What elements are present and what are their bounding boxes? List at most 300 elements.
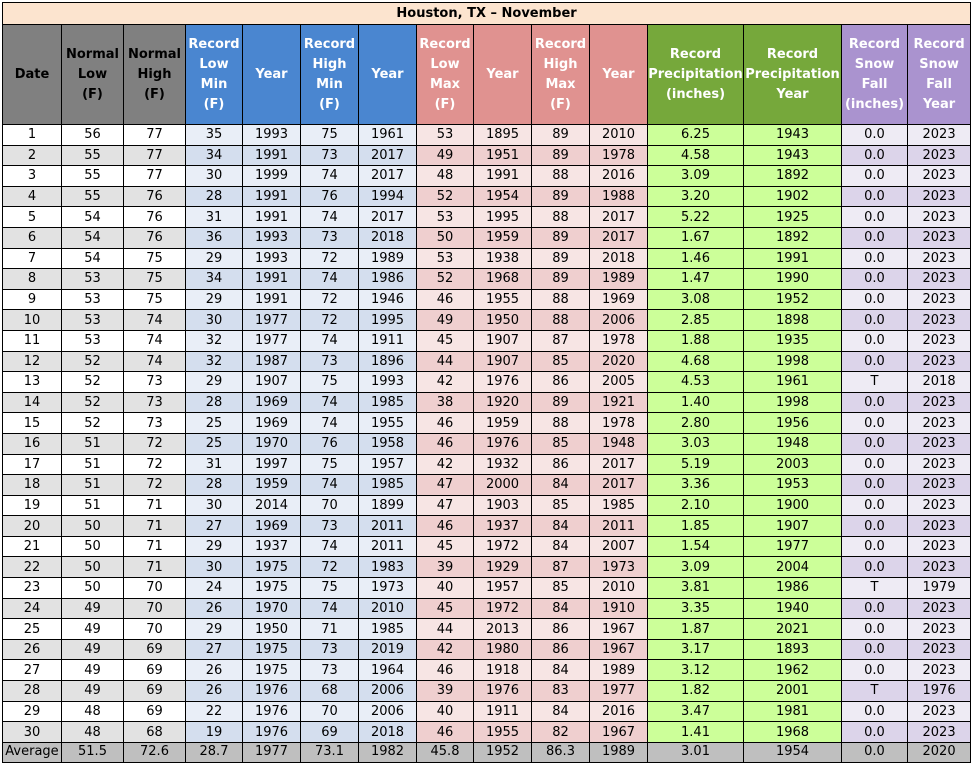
table-row xyxy=(3,536,971,557)
table-cell: 1981 xyxy=(744,701,842,722)
table-cell: 1990 xyxy=(744,269,842,290)
table-cell: 42 xyxy=(417,372,474,393)
table-cell: 2017 xyxy=(359,207,417,228)
table-cell: 22 xyxy=(3,557,62,578)
column-header xyxy=(532,25,590,125)
table-cell: 3.35 xyxy=(648,598,744,619)
table-cell: 27 xyxy=(3,660,62,681)
table-cell: 87 xyxy=(532,557,590,578)
table-cell: 45 xyxy=(417,330,474,351)
table-cell: 53 xyxy=(417,207,474,228)
table-cell: 27 xyxy=(186,516,243,537)
table-cell: 2017 xyxy=(590,207,648,228)
table-cell: 3.20 xyxy=(648,186,744,207)
table-cell: 4.53 xyxy=(648,372,744,393)
table-cell: 1.85 xyxy=(648,516,744,537)
column-header-text: Year xyxy=(602,66,635,82)
table-cell: 1991 xyxy=(243,186,301,207)
column-header-text: Low xyxy=(430,56,460,72)
table-cell: 88 xyxy=(532,289,590,310)
table-cell: 1951 xyxy=(474,145,532,166)
table-cell: 1978 xyxy=(590,330,648,351)
column-header-text: (F) xyxy=(144,86,165,102)
column-header-text: Record xyxy=(913,36,965,52)
column-header-text: Record xyxy=(848,36,901,52)
table-cell: 84 xyxy=(532,536,590,557)
column-header xyxy=(474,25,532,125)
table-cell: 12 xyxy=(3,351,62,372)
table-cell: 26 xyxy=(3,639,62,660)
table-cell: 1991 xyxy=(243,207,301,228)
table-cell: 73 xyxy=(301,145,359,166)
table-cell: 28 xyxy=(186,392,243,413)
table-cell: 1907 xyxy=(474,330,532,351)
table-cell: 2010 xyxy=(359,598,417,619)
table-cell: 1976 xyxy=(908,681,971,702)
table-row xyxy=(3,125,971,146)
table-cell: 1896 xyxy=(359,351,417,372)
table-cell: 68 xyxy=(124,722,186,743)
table-cell: 1998 xyxy=(744,392,842,413)
column-header xyxy=(648,25,744,125)
table-cell: 1969 xyxy=(590,289,648,310)
table-cell: 1987 xyxy=(243,351,301,372)
table-cell: 1977 xyxy=(744,536,842,557)
average-cell: 72.6 xyxy=(124,742,186,762)
table-cell: 45 xyxy=(417,598,474,619)
table-cell: 48 xyxy=(62,722,124,743)
table-row xyxy=(3,660,971,681)
table-cell: 2023 xyxy=(908,598,971,619)
table-cell: T xyxy=(842,681,908,702)
table-cell: 70 xyxy=(301,701,359,722)
column-header xyxy=(301,25,359,125)
table-cell: 1952 xyxy=(744,289,842,310)
table-cell: 56 xyxy=(62,125,124,146)
table-cell: 1925 xyxy=(744,207,842,228)
table-cell: 52 xyxy=(62,413,124,434)
table-cell: 54 xyxy=(62,207,124,228)
table-cell: 2000 xyxy=(474,475,532,496)
table-cell: 2011 xyxy=(590,516,648,537)
table-cell: 1985 xyxy=(359,475,417,496)
table-cell: 49 xyxy=(417,310,474,331)
table-cell: 71 xyxy=(124,536,186,557)
table-row xyxy=(3,186,971,207)
table-cell: 53 xyxy=(62,269,124,290)
table-cell: 89 xyxy=(532,145,590,166)
table-row xyxy=(3,392,971,413)
table-cell: 25 xyxy=(186,433,243,454)
table-cell: 88 xyxy=(532,413,590,434)
table-cell: 1953 xyxy=(744,475,842,496)
table-cell: 1.47 xyxy=(648,269,744,290)
table-cell: 46 xyxy=(417,433,474,454)
climate-table-container xyxy=(2,2,970,763)
table-cell: 1993 xyxy=(243,125,301,146)
column-header-text: Record xyxy=(534,36,587,52)
table-cell: 1937 xyxy=(474,516,532,537)
table-cell: 30 xyxy=(186,166,243,187)
table-cell: 69 xyxy=(124,660,186,681)
table-cell: 2023 xyxy=(908,166,971,187)
table-cell: 2006 xyxy=(590,310,648,331)
average-cell: 1989 xyxy=(590,742,648,762)
table-cell: 82 xyxy=(532,722,590,743)
column-header-text: Year xyxy=(255,66,288,82)
table-cell: 1910 xyxy=(590,598,648,619)
table-cell: 32 xyxy=(186,330,243,351)
table-cell: 52 xyxy=(62,372,124,393)
table-cell: 0.0 xyxy=(842,413,908,434)
table-row xyxy=(3,475,971,496)
table-cell: 2006 xyxy=(359,681,417,702)
table-cell: 1932 xyxy=(474,454,532,475)
table-cell: 3.81 xyxy=(648,578,744,599)
column-header-text: Record xyxy=(303,36,356,52)
column-header-text: High xyxy=(312,56,347,72)
column-header xyxy=(124,25,186,125)
table-cell: 1.40 xyxy=(648,392,744,413)
table-cell: 44 xyxy=(417,351,474,372)
column-header xyxy=(243,25,301,125)
table-cell: 11 xyxy=(3,330,62,351)
table-cell: 1.54 xyxy=(648,536,744,557)
column-header-text: High xyxy=(543,56,578,72)
table-cell: 2023 xyxy=(908,433,971,454)
table-cell: 29 xyxy=(186,372,243,393)
table-cell: 0.0 xyxy=(842,495,908,516)
table-cell: 2016 xyxy=(590,701,648,722)
column-header-text: (inches) xyxy=(665,86,726,102)
table-cell: 75 xyxy=(124,289,186,310)
table-cell: 1959 xyxy=(243,475,301,496)
table-cell: 50 xyxy=(62,557,124,578)
table-cell: 1970 xyxy=(243,433,301,454)
column-header-text: Year xyxy=(922,96,956,112)
table-cell: 86 xyxy=(532,639,590,660)
table-cell: 35 xyxy=(186,125,243,146)
table-cell: 74 xyxy=(124,351,186,372)
table-cell: 30 xyxy=(186,310,243,331)
table-cell: 1975 xyxy=(243,557,301,578)
average-cell: 3.01 xyxy=(648,742,744,762)
column-header-text: Fall xyxy=(861,76,888,92)
column-header-text: Max xyxy=(545,76,576,92)
table-row xyxy=(3,578,971,599)
table-cell: 0.0 xyxy=(842,722,908,743)
table-cell: 3.09 xyxy=(648,557,744,578)
table-cell: 72 xyxy=(301,248,359,269)
table-cell: 1975 xyxy=(243,660,301,681)
table-cell: 77 xyxy=(124,125,186,146)
table-cell: 1976 xyxy=(243,681,301,702)
table-cell: 52 xyxy=(62,392,124,413)
table-cell: 34 xyxy=(186,145,243,166)
table-cell: 1958 xyxy=(359,433,417,454)
table-cell: 83 xyxy=(532,681,590,702)
table-cell: 1898 xyxy=(744,310,842,331)
table-cell: 84 xyxy=(532,598,590,619)
table-cell: 84 xyxy=(532,516,590,537)
table-cell: 2004 xyxy=(744,557,842,578)
table-cell: 1961 xyxy=(744,372,842,393)
table-cell: 1956 xyxy=(744,413,842,434)
column-header-text: Precipitation xyxy=(648,66,743,82)
table-cell: 53 xyxy=(417,125,474,146)
table-cell: 1969 xyxy=(243,413,301,434)
table-cell: 4.68 xyxy=(648,351,744,372)
table-cell: 31 xyxy=(186,454,243,475)
table-cell: 73 xyxy=(124,413,186,434)
table-cell: 86 xyxy=(532,619,590,640)
table-cell: 0.0 xyxy=(842,392,908,413)
table-row xyxy=(3,413,971,434)
table-cell: 0.0 xyxy=(842,330,908,351)
table-cell: 70 xyxy=(124,619,186,640)
table-cell: 0.0 xyxy=(842,454,908,475)
table-cell: 27 xyxy=(186,639,243,660)
table-cell: 74 xyxy=(301,413,359,434)
average-cell: 86.3 xyxy=(532,742,590,762)
table-cell: 1978 xyxy=(590,145,648,166)
table-cell: 3.36 xyxy=(648,475,744,496)
table-cell: 4 xyxy=(3,186,62,207)
table-cell: 3.12 xyxy=(648,660,744,681)
column-header-text: Snow xyxy=(854,56,895,72)
table-cell: 73 xyxy=(301,660,359,681)
table-cell: 3 xyxy=(3,166,62,187)
table-cell: 85 xyxy=(532,495,590,516)
table-row xyxy=(3,454,971,475)
table-cell: 1994 xyxy=(359,186,417,207)
table-cell: 1.82 xyxy=(648,681,744,702)
table-cell: 1967 xyxy=(590,619,648,640)
table-cell: 45 xyxy=(417,536,474,557)
table-cell: 0.0 xyxy=(842,639,908,660)
table-cell: 1 xyxy=(3,125,62,146)
table-cell: 52 xyxy=(62,351,124,372)
table-cell: 3.08 xyxy=(648,289,744,310)
table-row xyxy=(3,701,971,722)
table-cell: 1977 xyxy=(243,310,301,331)
table-cell: 0.0 xyxy=(842,145,908,166)
table-cell: 89 xyxy=(532,248,590,269)
table-cell: 1895 xyxy=(474,125,532,146)
table-cell: 2023 xyxy=(908,557,971,578)
table-body xyxy=(3,125,971,743)
table-cell: 55 xyxy=(62,166,124,187)
table-cell: 49 xyxy=(62,598,124,619)
table-cell: 1968 xyxy=(744,722,842,743)
column-header-text: (F) xyxy=(434,96,456,112)
table-cell: 1991 xyxy=(243,269,301,290)
table-cell: 2010 xyxy=(590,125,648,146)
table-cell: 3.47 xyxy=(648,701,744,722)
table-cell: 1940 xyxy=(744,598,842,619)
table-row xyxy=(3,351,971,372)
table-cell: 89 xyxy=(532,227,590,248)
table-cell: 71 xyxy=(124,557,186,578)
table-cell: 2.85 xyxy=(648,310,744,331)
column-header-text: Record xyxy=(669,46,722,62)
table-cell: 73 xyxy=(301,639,359,660)
table-row xyxy=(3,722,971,743)
table-cell: 49 xyxy=(62,639,124,660)
table-cell: 2011 xyxy=(359,516,417,537)
table-cell: 2011 xyxy=(359,536,417,557)
table-cell: 1959 xyxy=(474,227,532,248)
table-cell: 85 xyxy=(532,578,590,599)
table-cell: 36 xyxy=(186,227,243,248)
table-cell: 2023 xyxy=(908,495,971,516)
table-cell: 72 xyxy=(301,310,359,331)
table-cell: 86 xyxy=(532,372,590,393)
table-cell: 26 xyxy=(186,660,243,681)
table-cell: 1.67 xyxy=(648,227,744,248)
table-cell: 1985 xyxy=(590,495,648,516)
table-cell: 1989 xyxy=(359,248,417,269)
table-cell: 2023 xyxy=(908,330,971,351)
table-cell: 2018 xyxy=(590,248,648,269)
table-cell: 1.41 xyxy=(648,722,744,743)
table-cell: 1967 xyxy=(590,639,648,660)
table-cell: 9 xyxy=(3,289,62,310)
column-header xyxy=(359,25,417,125)
table-cell: 2017 xyxy=(590,475,648,496)
table-row xyxy=(3,495,971,516)
table-cell: 1973 xyxy=(359,578,417,599)
table-cell: 75 xyxy=(124,248,186,269)
table-cell: 86 xyxy=(532,454,590,475)
table-cell: 49 xyxy=(62,619,124,640)
table-cell: 1.88 xyxy=(648,330,744,351)
table-cell: 51 xyxy=(62,433,124,454)
table-cell: 72 xyxy=(124,454,186,475)
table-cell: 1997 xyxy=(243,454,301,475)
table-cell: 1907 xyxy=(243,372,301,393)
table-cell: 74 xyxy=(301,536,359,557)
table-row xyxy=(3,166,971,187)
table-cell: 1892 xyxy=(744,227,842,248)
table-cell: 1986 xyxy=(744,578,842,599)
table-cell: 1975 xyxy=(243,639,301,660)
table-cell: 1983 xyxy=(359,557,417,578)
table-cell: 1943 xyxy=(744,145,842,166)
table-cell: 55 xyxy=(62,186,124,207)
column-header xyxy=(590,25,648,125)
table-row xyxy=(3,145,971,166)
table-cell: 74 xyxy=(301,598,359,619)
table-cell: 1946 xyxy=(359,289,417,310)
table-cell: 2023 xyxy=(908,619,971,640)
table-cell: 1991 xyxy=(474,166,532,187)
column-header xyxy=(842,25,908,125)
table-cell: 1955 xyxy=(474,289,532,310)
table-cell: 6.25 xyxy=(648,125,744,146)
table-cell: 24 xyxy=(186,578,243,599)
table-cell: 46 xyxy=(417,516,474,537)
table-cell: 1991 xyxy=(243,289,301,310)
table-cell: 84 xyxy=(532,475,590,496)
table-cell: 1973 xyxy=(590,557,648,578)
table-cell: 1989 xyxy=(590,660,648,681)
table-cell: 1969 xyxy=(243,516,301,537)
table-cell: 1979 xyxy=(908,578,971,599)
table-cell: 1950 xyxy=(243,619,301,640)
table-cell: 73 xyxy=(301,227,359,248)
table-cell: 85 xyxy=(532,433,590,454)
table-cell: T xyxy=(842,372,908,393)
column-header xyxy=(186,25,243,125)
table-cell: 74 xyxy=(301,392,359,413)
table-cell: 52 xyxy=(417,186,474,207)
table-cell: 31 xyxy=(186,207,243,228)
table-cell: 1969 xyxy=(243,392,301,413)
table-cell: 1991 xyxy=(744,248,842,269)
table-cell: 1967 xyxy=(590,722,648,743)
table-cell: 49 xyxy=(417,145,474,166)
table-cell: 1986 xyxy=(359,269,417,290)
table-cell: 1959 xyxy=(474,413,532,434)
table-cell: 73 xyxy=(301,351,359,372)
table-cell: 5.22 xyxy=(648,207,744,228)
table-cell: 2018 xyxy=(908,372,971,393)
table-cell: 1957 xyxy=(474,578,532,599)
table-cell: 75 xyxy=(301,372,359,393)
table-cell: 2023 xyxy=(908,289,971,310)
average-cell: 1954 xyxy=(744,742,842,762)
table-cell: 1985 xyxy=(359,619,417,640)
table-cell: 2.80 xyxy=(648,413,744,434)
table-cell: 28 xyxy=(186,186,243,207)
table-cell: 2023 xyxy=(908,722,971,743)
table-cell: 20 xyxy=(3,516,62,537)
table-cell: 1976 xyxy=(474,372,532,393)
table-cell: 2023 xyxy=(908,516,971,537)
table-cell: 3.17 xyxy=(648,639,744,660)
average-row xyxy=(3,742,971,762)
table-cell: 70 xyxy=(124,578,186,599)
table-cell: 2023 xyxy=(908,269,971,290)
table-row xyxy=(3,289,971,310)
table-cell: 75 xyxy=(124,269,186,290)
table-cell: 1964 xyxy=(359,660,417,681)
table-cell: 1902 xyxy=(744,186,842,207)
table-cell: 19 xyxy=(3,495,62,516)
table-cell: 1954 xyxy=(474,186,532,207)
table-cell: 28 xyxy=(3,681,62,702)
table-cell: 84 xyxy=(532,660,590,681)
table-cell: 0.0 xyxy=(842,557,908,578)
table-row xyxy=(3,269,971,290)
table-cell: 47 xyxy=(417,495,474,516)
table-cell: 1975 xyxy=(243,578,301,599)
table-cell: 1988 xyxy=(590,186,648,207)
table-cell: 1948 xyxy=(590,433,648,454)
table-row xyxy=(3,330,971,351)
column-header-text: Min xyxy=(316,76,343,92)
table-cell: 2020 xyxy=(590,351,648,372)
column-header xyxy=(62,25,124,125)
table-cell: 39 xyxy=(417,557,474,578)
table-row xyxy=(3,433,971,454)
table-cell: 16 xyxy=(3,433,62,454)
table-cell: 2017 xyxy=(590,454,648,475)
table-cell: 48 xyxy=(417,166,474,187)
table-cell: 1903 xyxy=(474,495,532,516)
table-row xyxy=(3,207,971,228)
